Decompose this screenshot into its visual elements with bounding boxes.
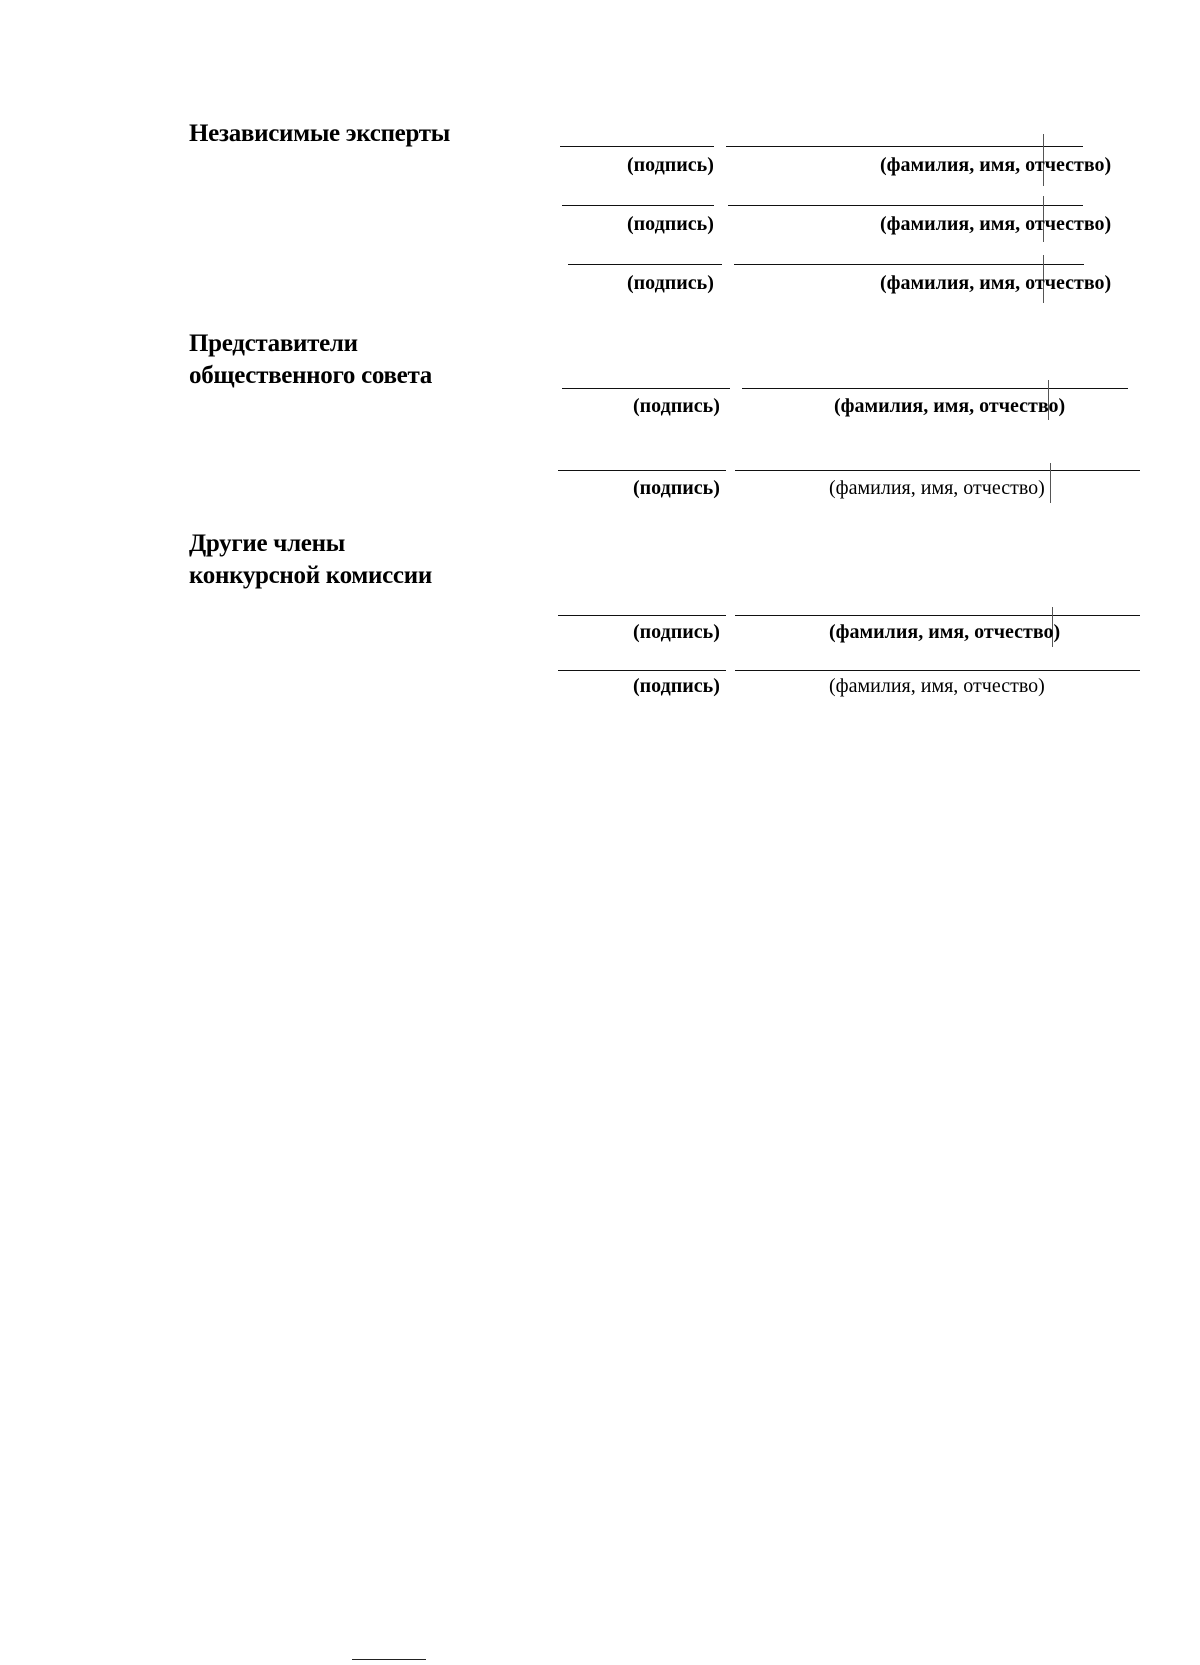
name-line bbox=[735, 670, 1140, 671]
scan-artifact-dash bbox=[352, 1659, 426, 1660]
signature-caption: (подпись) bbox=[633, 675, 720, 697]
signature-line bbox=[562, 388, 730, 389]
section-heading-independent-experts bbox=[189, 118, 450, 150]
name-line bbox=[726, 146, 1083, 147]
signature-caption: (подпись) bbox=[633, 621, 720, 643]
signature-caption: (подпись) bbox=[633, 395, 720, 417]
signature-line bbox=[558, 615, 726, 616]
signature-caption: (подпись) bbox=[627, 272, 714, 294]
name-line bbox=[742, 388, 1128, 389]
signature-line bbox=[560, 146, 714, 147]
signature-caption: (подпись) bbox=[633, 477, 720, 499]
heading-line: общественного совета bbox=[189, 362, 432, 389]
section-heading-public-council bbox=[189, 328, 432, 392]
name-line bbox=[735, 615, 1140, 616]
heading-line: Представители bbox=[189, 330, 358, 357]
signature-line bbox=[562, 205, 714, 206]
signature-caption: (подпись) bbox=[627, 213, 714, 235]
signature-caption: (подпись) bbox=[627, 154, 714, 176]
name-caption: (фамилия, имя, отчество) bbox=[880, 213, 1112, 235]
heading-line: Другие члены bbox=[189, 530, 345, 557]
scan-mark bbox=[1050, 463, 1051, 503]
heading-line: Независимые эксперты bbox=[189, 120, 450, 147]
signature-line bbox=[558, 670, 726, 671]
signature-line bbox=[568, 264, 722, 265]
name-caption: (фамилия, имя, отчество) bbox=[829, 621, 1061, 643]
name-caption: (фамилия, имя, отчество) bbox=[834, 395, 1066, 417]
name-line bbox=[728, 205, 1083, 206]
heading-line: конкурсной комиссии bbox=[189, 562, 432, 589]
name-caption: (фамилия, имя, отчество) bbox=[880, 154, 1112, 176]
name-caption: (фамилия, имя, отчество) bbox=[829, 477, 1045, 499]
name-line bbox=[735, 470, 1140, 471]
section-heading-other-members bbox=[189, 528, 432, 592]
name-caption: (фамилия, имя, отчество) bbox=[829, 675, 1045, 697]
name-caption: (фамилия, имя, отчество) bbox=[880, 272, 1112, 294]
signature-line bbox=[558, 470, 726, 471]
name-line bbox=[734, 264, 1084, 265]
